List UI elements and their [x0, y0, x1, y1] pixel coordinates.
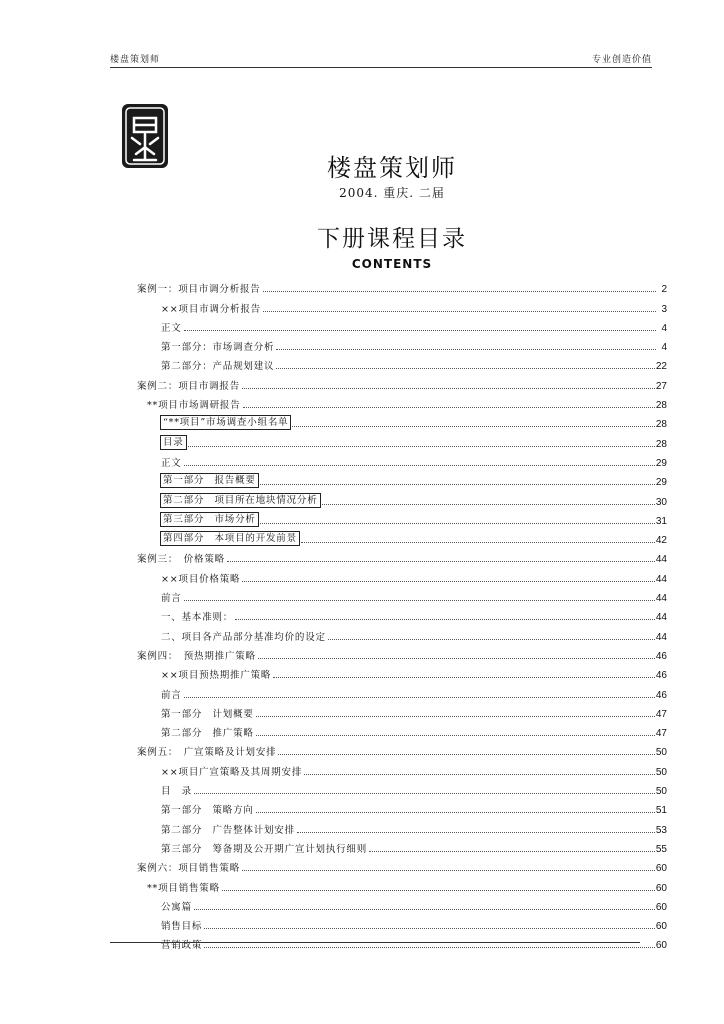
toc-entry-label: 案例一：项目市调分析报告 [137, 284, 261, 296]
toc-leader-dots [256, 735, 655, 736]
toc-leader-dots [243, 407, 655, 408]
toc-entry[interactable] [136, 816, 667, 835]
toc-entry[interactable] [136, 276, 667, 295]
toc-entry-page: 44 [655, 612, 667, 624]
toc-entry-label: 案例三： 价格策略 [137, 554, 225, 566]
toc-entry-label: “**项目”市场调查小组名单 [160, 415, 291, 430]
header-left-text: 楼盘策划师 [110, 55, 161, 65]
toc-entry-label: 第二部分 广告整体计划安排 [161, 824, 295, 836]
toc-entry-page: 28 [655, 438, 667, 450]
toc-entry-label: 第一部分：市场调查分析 [161, 342, 275, 354]
contents-label: CONTENTS [351, 257, 433, 271]
toc-entry[interactable] [136, 315, 667, 334]
toc-leader-dots [204, 928, 655, 929]
toc-entry-label: 第四部分 本项目的开发前景 [160, 531, 300, 546]
toc-entry-label: 营销政策 [161, 940, 203, 952]
toc-entry[interactable] [136, 527, 667, 546]
toc-entry-label: 第一部分 报告概要 [160, 473, 259, 488]
toc-entry-label: ××项目广宣策略及其周期安排 [161, 766, 303, 778]
toc-entry[interactable] [136, 720, 667, 739]
toc-entry-page: 28 [655, 419, 667, 431]
toc-leader-dots [194, 793, 655, 794]
toc-leader-dots [227, 561, 655, 562]
toc-entry-page: 50 [655, 747, 667, 759]
toc-entry-page: 50 [655, 786, 667, 798]
toc-entry-page: 29 [655, 477, 667, 489]
toc-entry-label: 案例六：项目销售策略 [137, 863, 241, 875]
toc-entry-label: 目录 [160, 435, 187, 450]
toc-leader-dots [292, 426, 654, 427]
toc-entry-label: 第一部分 策略方向 [161, 805, 254, 817]
toc-entry[interactable] [136, 430, 667, 449]
toc-entry-label: 前言 [161, 593, 182, 605]
page-header [110, 52, 652, 66]
toc-entry-label: **项目销售策略 [147, 882, 220, 894]
toc-entry[interactable] [136, 778, 667, 797]
toc-entry-page: 4 [661, 322, 667, 334]
toc-entry[interactable] [136, 874, 667, 893]
toc-entry-page: 27 [655, 380, 667, 392]
footer-rule [110, 942, 640, 943]
toc-entry-label: ××项目价格策略 [161, 573, 241, 585]
toc-entry[interactable] [136, 508, 667, 527]
toc-entry-label: 第三部分 筹备期及公开期广宣计划执行细则 [161, 843, 368, 855]
toc-leader-dots [235, 619, 655, 620]
toc-entry[interactable] [136, 411, 667, 430]
toc-entry[interactable] [136, 758, 667, 777]
toc-entry[interactable] [136, 701, 667, 720]
toc-entry-page: 50 [655, 766, 667, 778]
toc-entry-label: 二、项目各产品部分基准均价的设定 [161, 631, 326, 643]
toc-leader-dots [369, 851, 655, 852]
toc-entry[interactable] [136, 623, 667, 642]
toc-entry[interactable] [136, 855, 667, 874]
toc-leader-dots [222, 890, 655, 891]
toc-leader-dots [256, 812, 655, 813]
toc-entry-page: 46 [655, 689, 667, 701]
toc-entry-label: 一、基本准则： [161, 612, 234, 624]
toc-entry-page: 47 [655, 708, 667, 720]
toc-entry-label: ××项目预热期推广策略 [161, 670, 272, 682]
toc-entry-label: **项目市场调研报告 [147, 400, 241, 412]
toc-entry[interactable] [136, 546, 667, 565]
toc-entry-label: 案例四： 预热期推广策略 [137, 650, 256, 662]
toc-leader-dots [242, 581, 655, 582]
toc-entry[interactable] [136, 450, 667, 469]
toc-leader-dots [301, 542, 655, 543]
toc-entry-page: 29 [655, 457, 667, 469]
toc-leader-dots [260, 523, 655, 524]
toc-entry[interactable] [136, 604, 667, 623]
toc-entry-label: 公寓篇 [161, 901, 192, 913]
toc-entry-page: 46 [655, 650, 667, 662]
toc-entry[interactable] [136, 662, 667, 681]
toc-leader-dots [263, 291, 656, 292]
toc-entry-page: 55 [655, 843, 667, 855]
toc-entry-page: 60 [655, 901, 667, 913]
document-title: 楼盘策划师 [327, 154, 457, 182]
toc-entry-label: 销售目标 [161, 921, 203, 933]
toc-entry-page: 44 [655, 631, 667, 643]
toc-entry[interactable] [136, 565, 667, 584]
toc-leader-dots [242, 870, 655, 871]
toc-entry-label: 案例五： 广宣策略及计划安排 [137, 747, 277, 759]
toc-entry[interactable] [136, 643, 667, 662]
toc-leader-dots [260, 484, 655, 485]
toc-entry-label: 第二部分 推广策略 [161, 728, 254, 740]
header-right-text: 专业创造价值 [591, 55, 652, 65]
toc-entry-label: ××项目市调分析报告 [161, 303, 261, 315]
toc-entry-label: 正文 [161, 322, 182, 334]
toc-entry-page: 47 [655, 728, 667, 740]
toc-entry[interactable] [136, 797, 667, 816]
toc-entry[interactable] [136, 372, 667, 391]
toc-entry[interactable] [136, 681, 667, 700]
toc-leader-dots [297, 832, 655, 833]
toc-entry[interactable] [136, 585, 667, 604]
toc-heading: 下册课程目录 [317, 226, 467, 252]
toc-entry[interactable] [136, 913, 667, 932]
toc-leader-dots [204, 947, 655, 948]
toc-entry-label: 第二部分 项目所在地块情况分析 [160, 493, 321, 508]
toc-leader-dots [278, 754, 654, 755]
toc-entry[interactable] [136, 334, 667, 353]
toc-entry-label: 正文 [161, 457, 182, 469]
toc-entry-page: 53 [655, 824, 667, 836]
toc-leader-dots [256, 716, 655, 717]
toc-leader-dots [242, 388, 655, 389]
toc-leader-dots [328, 639, 655, 640]
toc-entry-page: 28 [655, 400, 667, 412]
toc-entry-page: 46 [655, 670, 667, 682]
toc-entry-page: 51 [655, 805, 667, 817]
toc-entry-page: 60 [655, 940, 667, 952]
toc-entry[interactable] [136, 469, 667, 488]
toc-leader-dots [184, 697, 655, 698]
toc-leader-dots [263, 311, 656, 312]
toc-entry[interactable] [136, 392, 667, 411]
toc-entry-page: 44 [655, 593, 667, 605]
toc-entry-page: 4 [661, 342, 667, 354]
toc-leader-dots [273, 677, 655, 678]
toc-entry[interactable] [136, 836, 667, 855]
toc-entry[interactable] [136, 894, 667, 913]
toc-entry-label: 第二部分：产品规划建议 [161, 361, 275, 373]
table-of-contents [136, 276, 667, 951]
toc-entry-label: 第一部分 计划概要 [161, 708, 254, 720]
toc-entry-page: 60 [655, 921, 667, 933]
toc-leader-dots [184, 465, 655, 466]
toc-entry-label: 案例二：项目市调报告 [137, 380, 241, 392]
toc-entry-page: 2 [661, 284, 667, 296]
toc-leader-dots [184, 330, 656, 331]
toc-entry-page: 44 [655, 554, 667, 566]
toc-entry-page: 42 [655, 535, 667, 547]
toc-leader-dots [184, 600, 655, 601]
toc-leader-dots [276, 349, 656, 350]
toc-entry-page: 44 [655, 573, 667, 585]
toc-leader-dots [194, 909, 655, 910]
toc-leader-dots [322, 504, 655, 505]
toc-leader-dots [188, 446, 655, 447]
toc-leader-dots [258, 658, 655, 659]
toc-entry[interactable] [136, 353, 667, 372]
toc-entry-page: 30 [655, 496, 667, 508]
toc-entry-page: 60 [655, 863, 667, 875]
toc-leader-dots [304, 774, 655, 775]
toc-entry[interactable] [136, 739, 667, 758]
toc-entry[interactable] [136, 295, 667, 314]
toc-entry-page: 3 [661, 303, 667, 315]
document-subtitle: 2004. 重庆. 二届 [339, 186, 445, 200]
toc-entry-page: 31 [655, 515, 667, 527]
header-rule [110, 67, 652, 68]
toc-entry-label: 第三部分 市场分析 [160, 512, 259, 527]
toc-entry-label: 目 录 [161, 786, 192, 798]
toc-entry[interactable] [136, 488, 667, 507]
toc-leader-dots [276, 368, 655, 369]
toc-entry-page: 60 [655, 882, 667, 894]
toc-entry-label: 前言 [161, 689, 182, 701]
toc-entry-page: 22 [655, 361, 667, 373]
